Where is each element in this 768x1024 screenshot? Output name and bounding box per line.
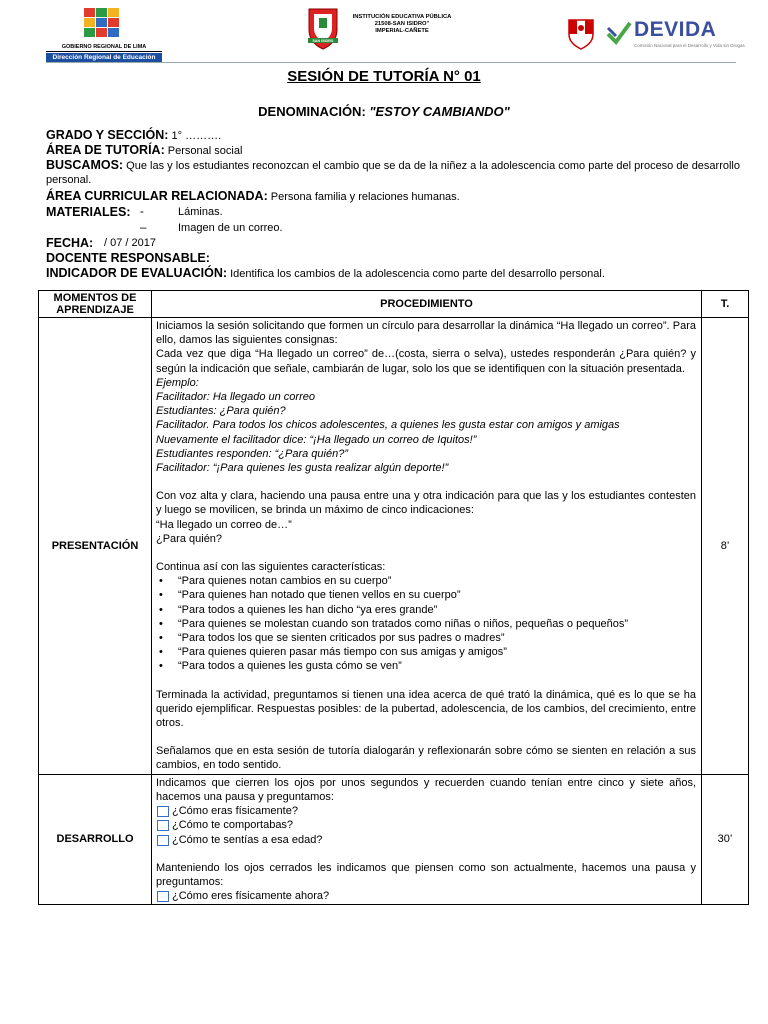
table-row	[39, 318, 749, 775]
gobierno-name: GOBIERNO REGIONAL DE LIMA	[46, 44, 162, 52]
fecha-label: FECHA:	[46, 236, 94, 250]
example-line: Facilitador: “¡Para quienes les gusta realizar algún deporte!”	[156, 462, 449, 475]
indicador-label: INDICADOR DE EVALUACIÓN:	[46, 266, 228, 280]
procedure-cell	[152, 774, 702, 905]
paragraph: “Ha llegado un correo de…”	[156, 518, 292, 531]
fecha-row	[46, 236, 740, 251]
col-t: T.	[702, 291, 749, 318]
col-momentos: MOMENTOS DE APRENDIZAJE	[39, 291, 152, 318]
material-dash: –	[140, 222, 147, 234]
area-row	[46, 143, 740, 158]
question-list	[156, 804, 696, 847]
example-line: Estudiantes responden: “¿Para quién?”	[156, 447, 349, 460]
moment-label: PRESENTACIÓN	[39, 318, 152, 775]
buscamos-row	[46, 158, 740, 187]
materiales-label: MATERIALES:	[46, 205, 131, 219]
procedure-cell	[152, 318, 702, 775]
school-name	[342, 14, 462, 35]
list-item: • “Para todos los que se sienten criticados por sus padres o madres”	[156, 631, 696, 645]
material-item: Láminas.	[178, 206, 223, 218]
list-item: ¿Cómo te comportabas?	[156, 818, 696, 832]
list-item: ¿Cómo eres físicamente ahora?	[156, 889, 696, 903]
area-value: Personal social	[164, 145, 243, 157]
devida-logo	[600, 18, 750, 56]
paragraph: Indicamos que cierren los ojos por unos segundos y recuerden cuando tenían entre cinco y siete años, hacemos una pausa y preguntamos:	[156, 776, 696, 803]
grado-row	[46, 128, 740, 143]
crest-label: SAN ISIDRO	[312, 39, 334, 43]
paragraph: Iniciamos la sesión solicitando que formen un círculo para desarrollar la dinámica “Ha llegado un correo”. Para ello, damos las siguientes consignas:	[156, 320, 696, 347]
grado-value: 1° ……….	[168, 130, 222, 142]
devida-tagline: Comisión Nacional para el Desarrollo y Vida sin Drogas	[634, 43, 745, 48]
school-line: INSTITUCIÓN EDUCATIVA PÚBLICA	[352, 14, 452, 20]
time-value: 30’	[702, 774, 749, 905]
material-dash: -	[140, 206, 144, 218]
docente-row	[46, 251, 740, 266]
docente-label: DOCENTE RESPONSABLE:	[46, 251, 210, 265]
denominacion-label: DENOMINACIÓN:	[258, 104, 370, 119]
paragraph: Continua así con las siguientes características:	[156, 561, 386, 574]
table-header-row	[39, 291, 749, 318]
school-line: 21508-SAN ISIDRO"	[374, 21, 430, 27]
denominacion	[0, 104, 768, 119]
paragraph: Señalamos que en esta sesión de tutoría dialogarán y reflexionarán sobre cómo se sienten en relación a sus cambios, en todo sentido.	[156, 745, 696, 772]
example-line: Estudiantes: ¿Para quién?	[156, 405, 286, 418]
fecha-value: / 07 / 2017	[104, 237, 156, 249]
example-line: Facilitador: Ha llegado un correo	[156, 391, 315, 404]
header-divider	[46, 62, 736, 63]
list-item: • “Para quienes quieren pasar más tiempo con sus amigas y amigos”	[156, 645, 696, 659]
area-label: ÁREA DE TUTORÍA:	[46, 143, 165, 157]
peru-shield-icon	[566, 16, 596, 50]
buscamos-label: BUSCAMOS:	[46, 158, 124, 172]
grado-label: GRADO Y SECCIÓN:	[46, 128, 169, 142]
list-item: ¿Cómo te sentías a esa edad?	[156, 833, 696, 847]
paragraph: Manteniendo los ojos cerrados les indicamos que piensen como son actualmente, hacemos una pausa y preguntamos:	[156, 861, 696, 888]
paragraph: Terminada la actividad, preguntamos si tienen una idea acerca de qué trató la dinámica, qué es lo que se ha querido ejemplificar. Respuestas posibles: de la pubertad, adolescencia, de los cambios, del crecimiento, entre otros.	[156, 688, 696, 730]
question-list	[156, 889, 696, 903]
direccion-regional: Dirección Regional de Educación	[46, 53, 162, 62]
page-header	[0, 4, 768, 62]
example-line: Ejemplo:	[156, 376, 199, 389]
session-table	[38, 290, 749, 905]
curricular-value: Persona familia y relaciones humanas.	[267, 191, 460, 203]
list-item: • “Para todos a quienes les gusta cómo se ven”	[156, 659, 696, 673]
school-line: IMPERIAL-CAÑETE	[375, 28, 429, 34]
characteristics-list	[156, 574, 696, 673]
devida-wordmark: DEVIDA	[634, 18, 717, 41]
school-crest-icon	[306, 6, 340, 50]
paragraph: Cada vez que diga “Ha llegado un correo” de…(costa, sierra o selva), ustedes responderán ¿Para quién? y según la indicación que señale, cambiarán de lugar, solo los que se identifiquen con la situación presentada.	[156, 348, 696, 375]
list-item: • “Para quienes notan cambios en su cuerpo”	[156, 574, 696, 588]
list-item: • “Para quienes se molestan cuando son tratados como niñas o niños, pequeñas o pequeños”	[156, 617, 696, 631]
paragraph: Con voz alta y clara, haciendo una pausa entre una y otra indicación para que las y los estudiantes contesten y luego se movilicen, se brinda un máximo de cinco indicaciones:	[156, 490, 696, 517]
list-item: • “Para quienes han notado que tienen vellos en su cuerpo”	[156, 588, 696, 602]
curricular-row	[46, 189, 740, 204]
material-item: Imagen de un correo.	[178, 222, 283, 234]
indicador-row	[46, 266, 740, 281]
time-value: 8’	[702, 318, 749, 775]
regional-emblem-icon	[84, 8, 122, 40]
moment-label: DESARROLLO	[39, 774, 152, 905]
list-item: ¿Cómo eras físicamente?	[156, 804, 696, 818]
curricular-label: ÁREA CURRICULAR RELACIONADA:	[46, 189, 268, 203]
indicador-value: Identifica los cambios de la adolescencia como parte del desarrollo personal.	[227, 268, 605, 280]
materiales-row	[46, 205, 740, 220]
session-title: SESIÓN DE TUTORÍA N° 01	[287, 68, 481, 85]
devida-check-icon	[606, 20, 632, 46]
example-line: Nuevamente el facilitador dice: “¡Ha llegado un correo de Iquitos!”	[156, 433, 477, 446]
denominacion-value: "ESTOY CAMBIANDO"	[369, 104, 510, 119]
list-item: • “Para todos a quienes les han dicho “ya eres grande”	[156, 603, 696, 617]
example-line: Facilitador. Para todos los chicos adolescentes, a quienes les gusta estar con amigos y amigas	[156, 419, 620, 432]
table-row	[39, 774, 749, 905]
col-procedimiento: PROCEDIMIENTO	[152, 291, 702, 318]
paragraph: ¿Para quién?	[156, 532, 223, 545]
gobierno-regional-logo	[46, 8, 162, 60]
buscamos-value: Que las y los estudiantes reconozcan el cambio que se da de la niñez a la adolescencia como parte del proceso de desarrollo personal.	[46, 160, 740, 186]
